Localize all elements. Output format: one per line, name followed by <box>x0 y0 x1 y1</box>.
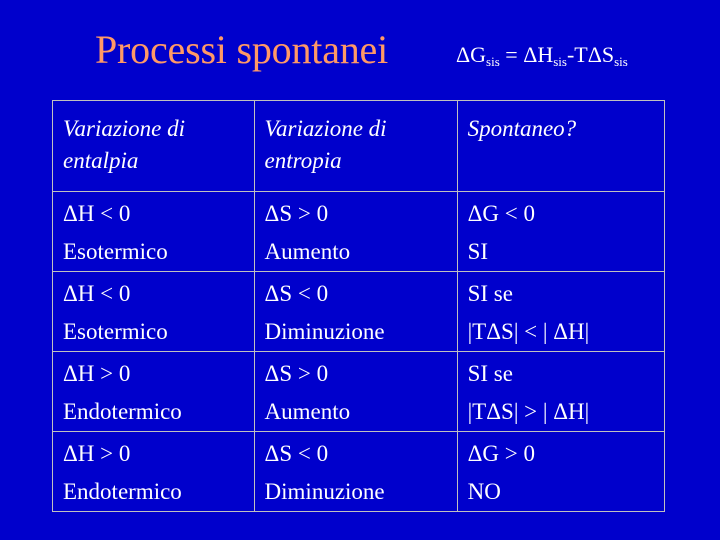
table-row <box>53 192 665 272</box>
formula-subscript-sis: sis <box>486 54 500 69</box>
enthalpy-cell <box>53 432 255 512</box>
formula-subscript-sis: sis <box>553 54 567 69</box>
cell-text: ΔH < 0 <box>63 281 131 306</box>
cell-text: Endotermico <box>63 399 182 424</box>
spontaneous-cell <box>457 272 664 352</box>
entropy-cell <box>254 272 457 352</box>
header-text: entropia <box>264 148 342 173</box>
header-enthalpy <box>53 101 255 192</box>
cell-text: ΔG < 0 <box>467 201 535 226</box>
enthalpy-cell <box>53 192 255 272</box>
table-row <box>53 432 665 512</box>
enthalpy-cell <box>53 352 255 432</box>
cell-text: ΔS > 0 <box>264 361 329 386</box>
cell-text: |TΔS| > | ΔH| <box>467 399 590 424</box>
cell-text: ΔG > 0 <box>467 441 535 466</box>
header-entropy <box>254 101 457 192</box>
cell-text: ΔH > 0 <box>63 441 131 466</box>
table-row <box>53 272 665 352</box>
cell-text: Diminuzione <box>264 319 385 344</box>
formula-delta-h: = ΔH <box>499 42 554 67</box>
entropy-cell <box>254 432 457 512</box>
table-row <box>53 352 665 432</box>
header-text: Spontaneo? <box>467 116 577 141</box>
cell-text: ΔS < 0 <box>264 281 329 306</box>
slide-title: Processi spontanei <box>95 27 389 72</box>
spontaneous-cell <box>457 432 664 512</box>
header-spontaneous <box>457 101 664 192</box>
cell-text: ΔH < 0 <box>63 201 131 226</box>
cell-text: ΔS < 0 <box>264 441 329 466</box>
formula-subscript-sis: sis <box>614 54 628 69</box>
header-text: entalpia <box>63 148 139 173</box>
cell-text: Endotermico <box>63 479 182 504</box>
entropy-cell <box>254 352 457 432</box>
entropy-cell <box>254 192 457 272</box>
cell-text: ΔS > 0 <box>264 201 329 226</box>
table-header-row <box>53 101 665 192</box>
spontaneous-cell <box>457 192 664 272</box>
gibbs-formula <box>456 42 628 70</box>
cell-text: Esotermico <box>63 319 168 344</box>
enthalpy-cell <box>53 272 255 352</box>
cell-text: Diminuzione <box>264 479 385 504</box>
cell-text: SI se <box>467 281 513 306</box>
formula-t-delta-s: -TΔS <box>566 42 615 67</box>
cell-text: Esotermico <box>63 239 168 264</box>
cell-text: Aumento <box>264 399 351 424</box>
cell-text: Aumento <box>264 239 351 264</box>
cell-text: SI <box>467 239 489 264</box>
header-text: Variazione di <box>63 116 186 141</box>
cell-text: |TΔS| < | ΔH| <box>467 319 590 344</box>
cell-text: NO <box>467 479 501 504</box>
header-text: Variazione di <box>264 116 387 141</box>
cell-text: SI se <box>467 361 513 386</box>
formula-delta-g: ΔG <box>456 42 487 67</box>
spontaneity-table <box>52 100 665 512</box>
cell-text: ΔH > 0 <box>63 361 131 386</box>
spontaneous-cell <box>457 352 664 432</box>
